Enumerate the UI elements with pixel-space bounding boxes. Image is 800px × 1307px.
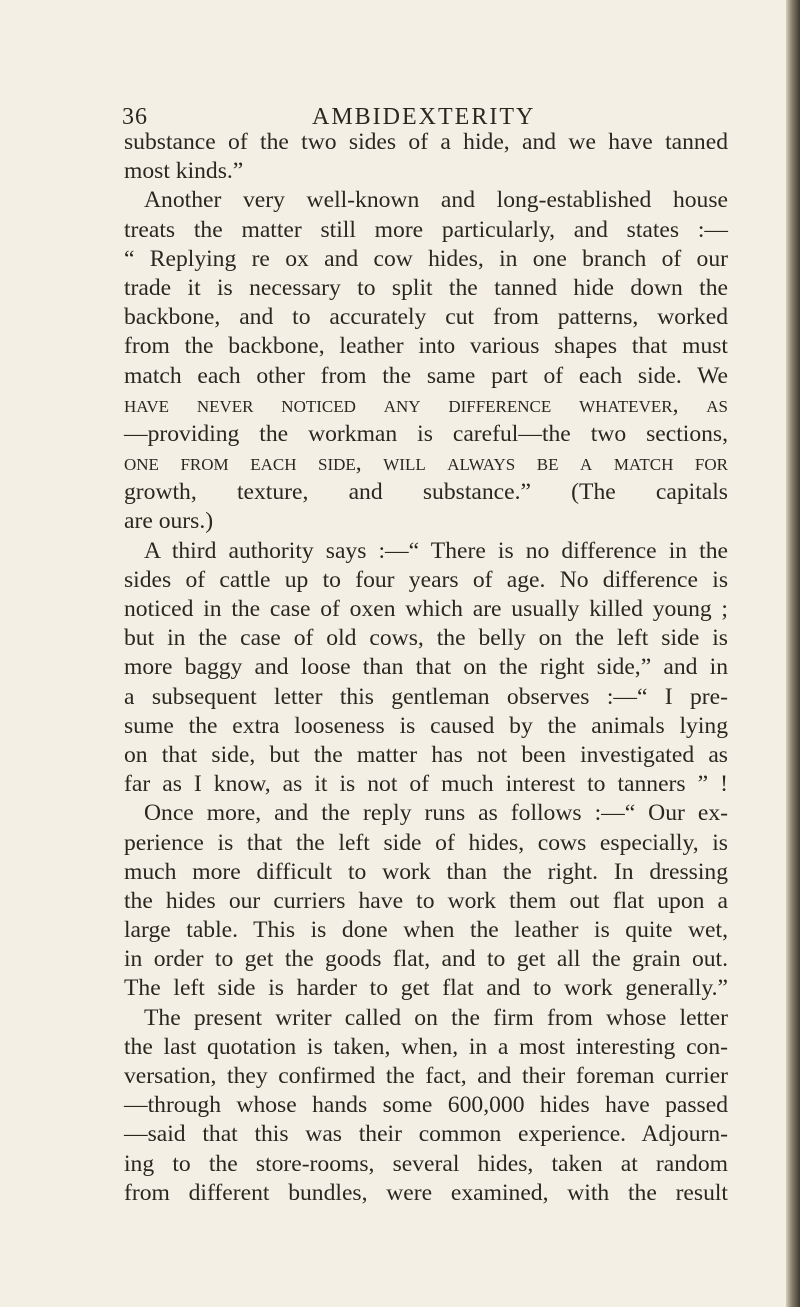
text-line: but in the case of old cows, the belly on the left side is <box>124 625 728 652</box>
text-line: from different bundles, were examined, with the result <box>124 1179 728 1206</box>
text-line: from the backbone, leather into various shapes that must <box>124 333 728 360</box>
text-line: The left side is harder to get flat and to work generally.” <box>124 975 728 1002</box>
text-line: on that side, but the matter has not been investigated as <box>124 741 728 768</box>
paragraph-start-line: The present writer called on the firm from whose letter <box>144 1004 728 1031</box>
text-line: —providing the workman is careful—the two sections, <box>124 420 728 447</box>
text-line: match each other from the same part of each side. We <box>124 362 728 389</box>
text-line: ing to the store-rooms, several hides, taken at random <box>124 1150 728 1177</box>
text-line: —through whose hands some 600,000 hides have passed <box>124 1092 728 1119</box>
text-line: in order to get the goods flat, and to get all the grain out. <box>124 946 728 973</box>
paragraph-start-line: Another very well-known and long-established house <box>144 187 728 214</box>
text-line: sides of cattle up to four years of age. No difference is <box>124 566 728 593</box>
text-line: the hides our curriers have to work them out flat upon a <box>124 887 728 914</box>
text-line: trade it is necessary to split the tanned hide down the <box>124 274 728 301</box>
text-line: most kinds.” <box>124 158 244 185</box>
text-line: growth, texture, and substance.” (The capitals <box>124 479 728 506</box>
text-line: substance of the two sides of a hide, and we have tanned <box>124 129 728 155</box>
text-line: a subsequent letter this gentleman observes :—“ I pre- <box>124 683 728 710</box>
text-line: noticed in the case of oxen which are usually killed young ; <box>124 596 728 622</box>
text-line: far as I know, as it is not of much interest to tanners ” ! <box>124 771 728 798</box>
text-line: perience is that the left side of hides, cows especially, is <box>124 829 728 856</box>
text-line: much more difficult to work than the right. In dressing <box>124 858 728 885</box>
page-number: 36 <box>122 104 148 130</box>
paragraph-start-line: Once more, and the reply runs as follows :—“ Our ex- <box>144 800 728 827</box>
text-line: sume the extra looseness is caused by the animals lying <box>124 712 728 739</box>
paragraph-start-line: A third authority says :—“ There is no difference in the <box>144 537 728 564</box>
page-edge-shadow <box>786 0 800 1307</box>
text-line: backbone, and to accurately cut from patterns, worked <box>124 304 728 331</box>
text-line: —said that this was their common experience. Adjourn- <box>124 1121 728 1148</box>
text-line: are ours.) <box>124 508 214 535</box>
text-line: “ Replying re ox and cow hides, in one branch of our <box>124 245 728 272</box>
text-line: the last quotation is taken, when, in a most interesting con- <box>124 1033 728 1060</box>
body-text <box>124 128 728 1208</box>
text-line: versation, they confirmed the fact, and their foreman currier <box>124 1063 728 1089</box>
text-line: large table. This is done when the leather is quite wet, <box>124 917 728 944</box>
text-line: more baggy and loose than that on the right side,” and in <box>124 654 728 681</box>
text-line: treats the matter still more particularly, and states :— <box>124 216 728 243</box>
running-title: AMBIDEXTERITY <box>312 104 536 130</box>
text-line-small-caps: one from each side, will always be a match for <box>124 450 728 477</box>
text-line-small-caps: have never noticed any difference whatever, as <box>124 391 728 418</box>
